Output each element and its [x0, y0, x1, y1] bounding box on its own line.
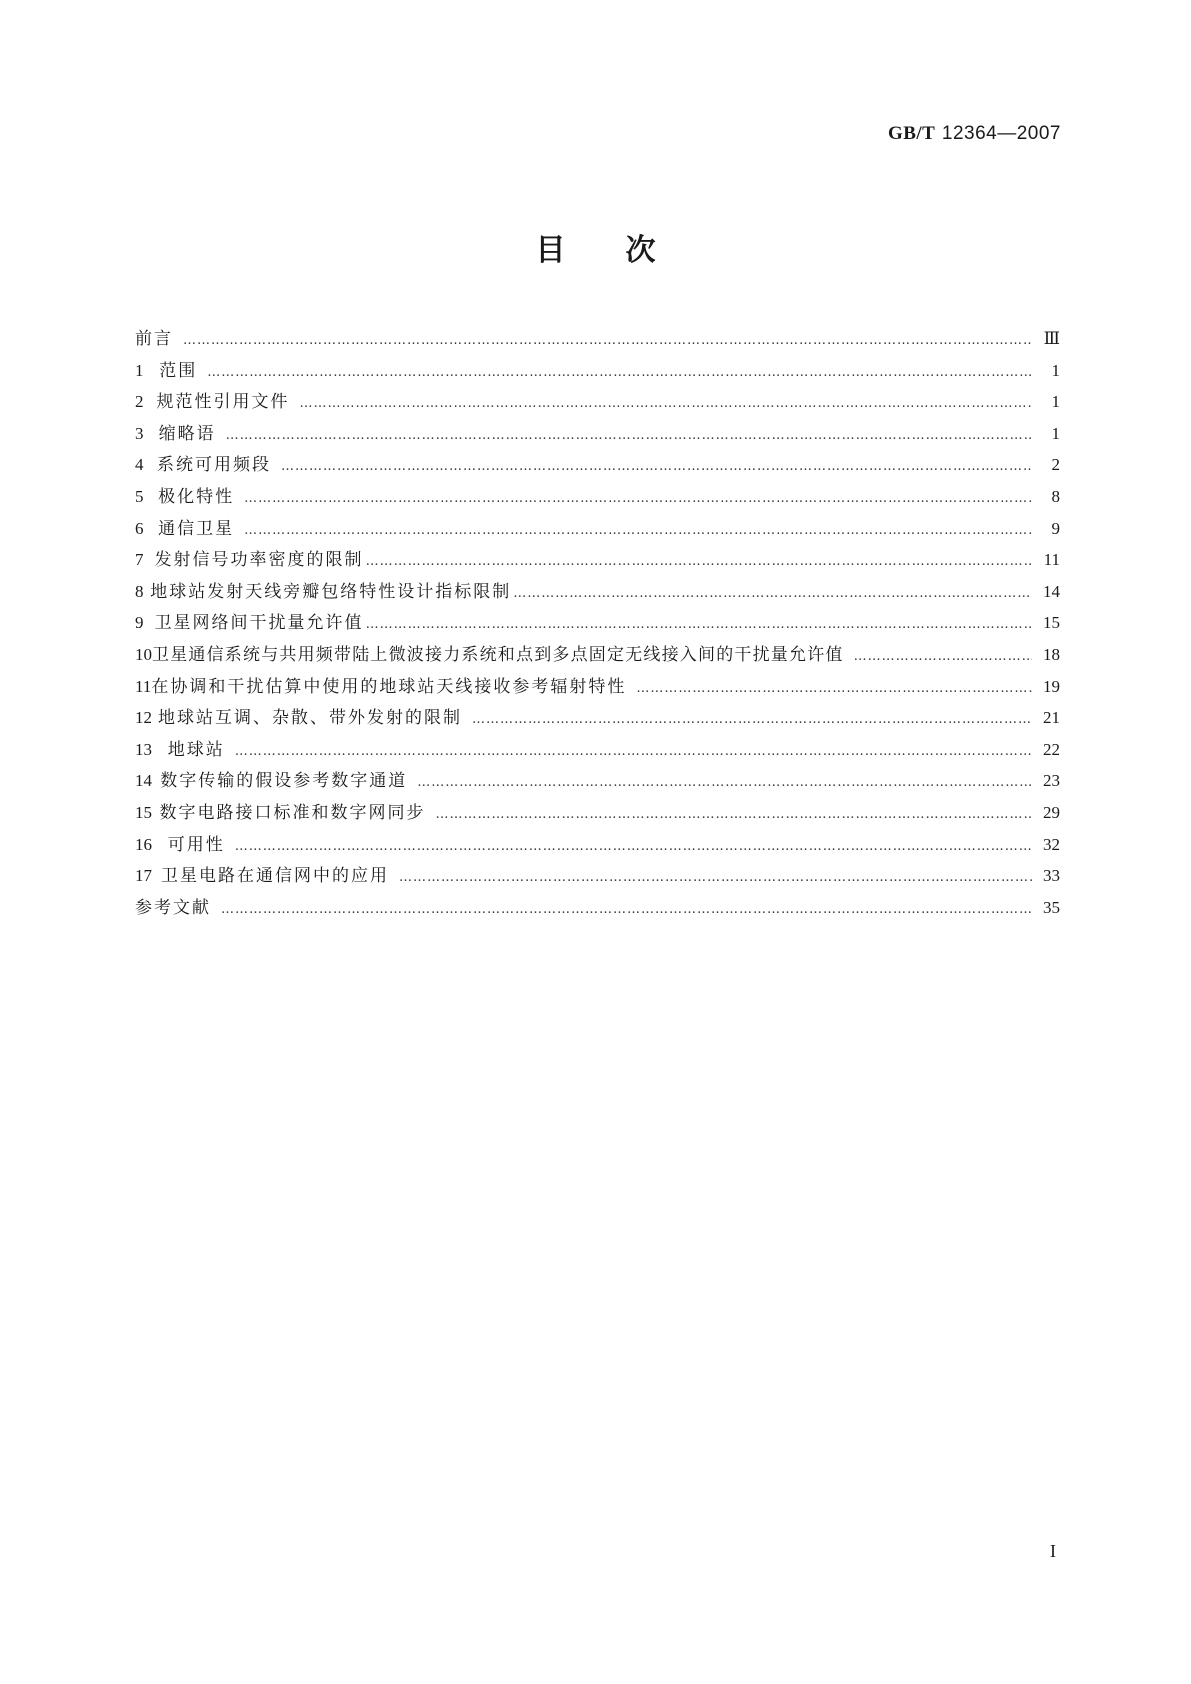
toc-entry-text: 卫星网络间干扰量允许值	[154, 613, 364, 634]
toc-dot-leader	[366, 609, 1032, 641]
toc-entry-text: 极化特性	[158, 486, 235, 507]
toc-entry-14[interactable]	[135, 765, 1060, 797]
toc-entry-1[interactable]	[135, 355, 1060, 387]
toc-entry-text: 数字电路接口标准和数字网同步	[159, 802, 426, 823]
toc-dot-leader	[281, 451, 1032, 483]
toc-entry-number: 14	[135, 771, 152, 791]
toc-dot-leader	[207, 357, 1032, 389]
toc-entry-page: 23	[1043, 771, 1060, 791]
toc-dot-leader	[300, 388, 1033, 420]
toc-entry-page: 18	[1043, 644, 1060, 664]
toc-entry-text: 卫星电路在通信网中的应用	[161, 866, 390, 887]
toc-entry-13[interactable]	[135, 734, 1060, 766]
toc-entry-7[interactable]	[135, 544, 1060, 576]
toc-entry-text: 通信卫星	[158, 518, 235, 539]
toc-entry-page: 8	[1051, 486, 1060, 506]
toc-entry-number: 8	[135, 581, 144, 601]
toc-entry-references[interactable]	[135, 892, 1060, 924]
toc-entry-2[interactable]	[135, 386, 1060, 418]
toc-entry-page: 1	[1051, 360, 1060, 380]
toc-entry-12[interactable]	[135, 702, 1060, 734]
toc-entry-text: 数字传输的假设参考数字通道	[160, 771, 408, 792]
toc-entry-page: 11	[1043, 550, 1060, 570]
toc-dot-leader	[417, 767, 1032, 799]
toc-entry-text: 规范性引用文件	[156, 392, 290, 413]
toc-entry-number: 7	[135, 550, 144, 570]
toc-entry-6[interactable]	[135, 513, 1060, 545]
toc-entry-page: 9	[1051, 518, 1060, 538]
toc-dot-leader	[221, 894, 1032, 926]
toc-entry-page: 1	[1051, 423, 1060, 443]
toc-dot-leader	[436, 799, 1032, 831]
toc-dot-leader	[183, 325, 1032, 357]
document-code-prefix: GB/T	[887, 123, 936, 144]
toc-entry-page: 1	[1051, 392, 1060, 412]
page-title: 目次	[535, 233, 716, 268]
toc-entry-page: 2	[1051, 455, 1060, 475]
toc-entry-5[interactable]	[135, 481, 1060, 513]
toc-entry-number: 9	[135, 613, 144, 633]
toc-entry-10[interactable]	[135, 639, 1060, 671]
toc-entry-8[interactable]	[135, 576, 1060, 608]
toc-entry-17[interactable]	[135, 860, 1060, 892]
toc-dot-leader	[235, 831, 1032, 863]
toc-entry-text: 地球站发射天线旁瓣包络特性设计指标限制	[150, 581, 512, 602]
toc-dot-leader	[636, 673, 1032, 705]
toc-dot-leader	[854, 641, 1032, 673]
document-code	[888, 122, 1061, 145]
toc-entry-number: 5	[135, 486, 144, 506]
toc-entry-foreword[interactable]	[135, 323, 1060, 355]
toc-entry-page: 33	[1043, 866, 1060, 886]
toc-entry-text: 缩略语	[158, 423, 216, 444]
page-number: I	[1050, 1541, 1056, 1561]
toc-dot-leader	[235, 736, 1032, 768]
toc-dot-leader	[399, 862, 1032, 894]
toc-dot-leader	[244, 483, 1032, 515]
toc-entry-number: 17	[135, 866, 152, 886]
toc-entry-number: 12	[135, 708, 152, 728]
toc-entry-15[interactable]	[135, 797, 1060, 829]
toc-entry-number: 4	[135, 455, 144, 475]
toc-entry-text: 前言	[135, 329, 173, 349]
toc-entry-number: 2	[135, 392, 144, 412]
toc-entry-page: 35	[1043, 897, 1060, 917]
toc-entry-number: 16	[135, 834, 152, 854]
toc-entry-9[interactable]	[135, 607, 1060, 639]
toc-entry-text: 卫星通信系统与共用频带陆上微波接力系统和点到多点固定无线接入间的干扰量允许值	[152, 644, 844, 665]
toc-entry-page: 19	[1043, 676, 1060, 696]
toc-entry-16[interactable]	[135, 829, 1060, 861]
toc-entry-3[interactable]	[135, 418, 1060, 450]
document-code-number: 12364—2007	[941, 123, 1061, 144]
table-of-contents	[135, 323, 1060, 923]
toc-dot-leader	[366, 546, 1032, 578]
toc-dot-leader	[513, 578, 1032, 610]
toc-entry-page: 21	[1043, 708, 1060, 728]
toc-entry-number: 15	[135, 802, 152, 822]
toc-entry-number: 6	[135, 518, 144, 538]
toc-entry-number: 1	[135, 360, 144, 380]
toc-entry-text: 在协调和干扰估算中使用的地球站天线接收参考辐射特性	[151, 676, 627, 697]
toc-dot-leader	[472, 704, 1032, 736]
toc-entry-11[interactable]	[135, 671, 1060, 703]
toc-entry-text: 范围	[159, 360, 198, 381]
toc-entry-page: 29	[1043, 802, 1060, 822]
toc-entry-page: 14	[1043, 581, 1060, 601]
toc-entry-number: 3	[135, 423, 144, 443]
toc-entry-number: 13	[135, 739, 152, 759]
toc-entry-text: 参考文献	[135, 897, 211, 918]
toc-entry-page: 32	[1043, 834, 1060, 854]
toc-entry-page: 15	[1043, 613, 1060, 633]
toc-entry-text: 地球站	[167, 739, 225, 760]
toc-entry-number: 10	[135, 644, 152, 664]
toc-entry-text: 发射信号功率密度的限制	[154, 550, 364, 571]
toc-dot-leader	[226, 420, 1032, 452]
toc-entry-text: 地球站互调、杂散、带外发射的限制	[158, 708, 463, 729]
toc-dot-leader	[244, 515, 1032, 547]
toc-entry-number: 11	[135, 676, 152, 696]
toc-entry-4[interactable]	[135, 449, 1060, 481]
toc-entry-page: 22	[1043, 739, 1060, 759]
toc-entry-page: Ⅲ	[1043, 329, 1060, 348]
toc-entry-text: 系统可用频段	[157, 455, 272, 476]
toc-entry-text: 可用性	[167, 834, 225, 855]
